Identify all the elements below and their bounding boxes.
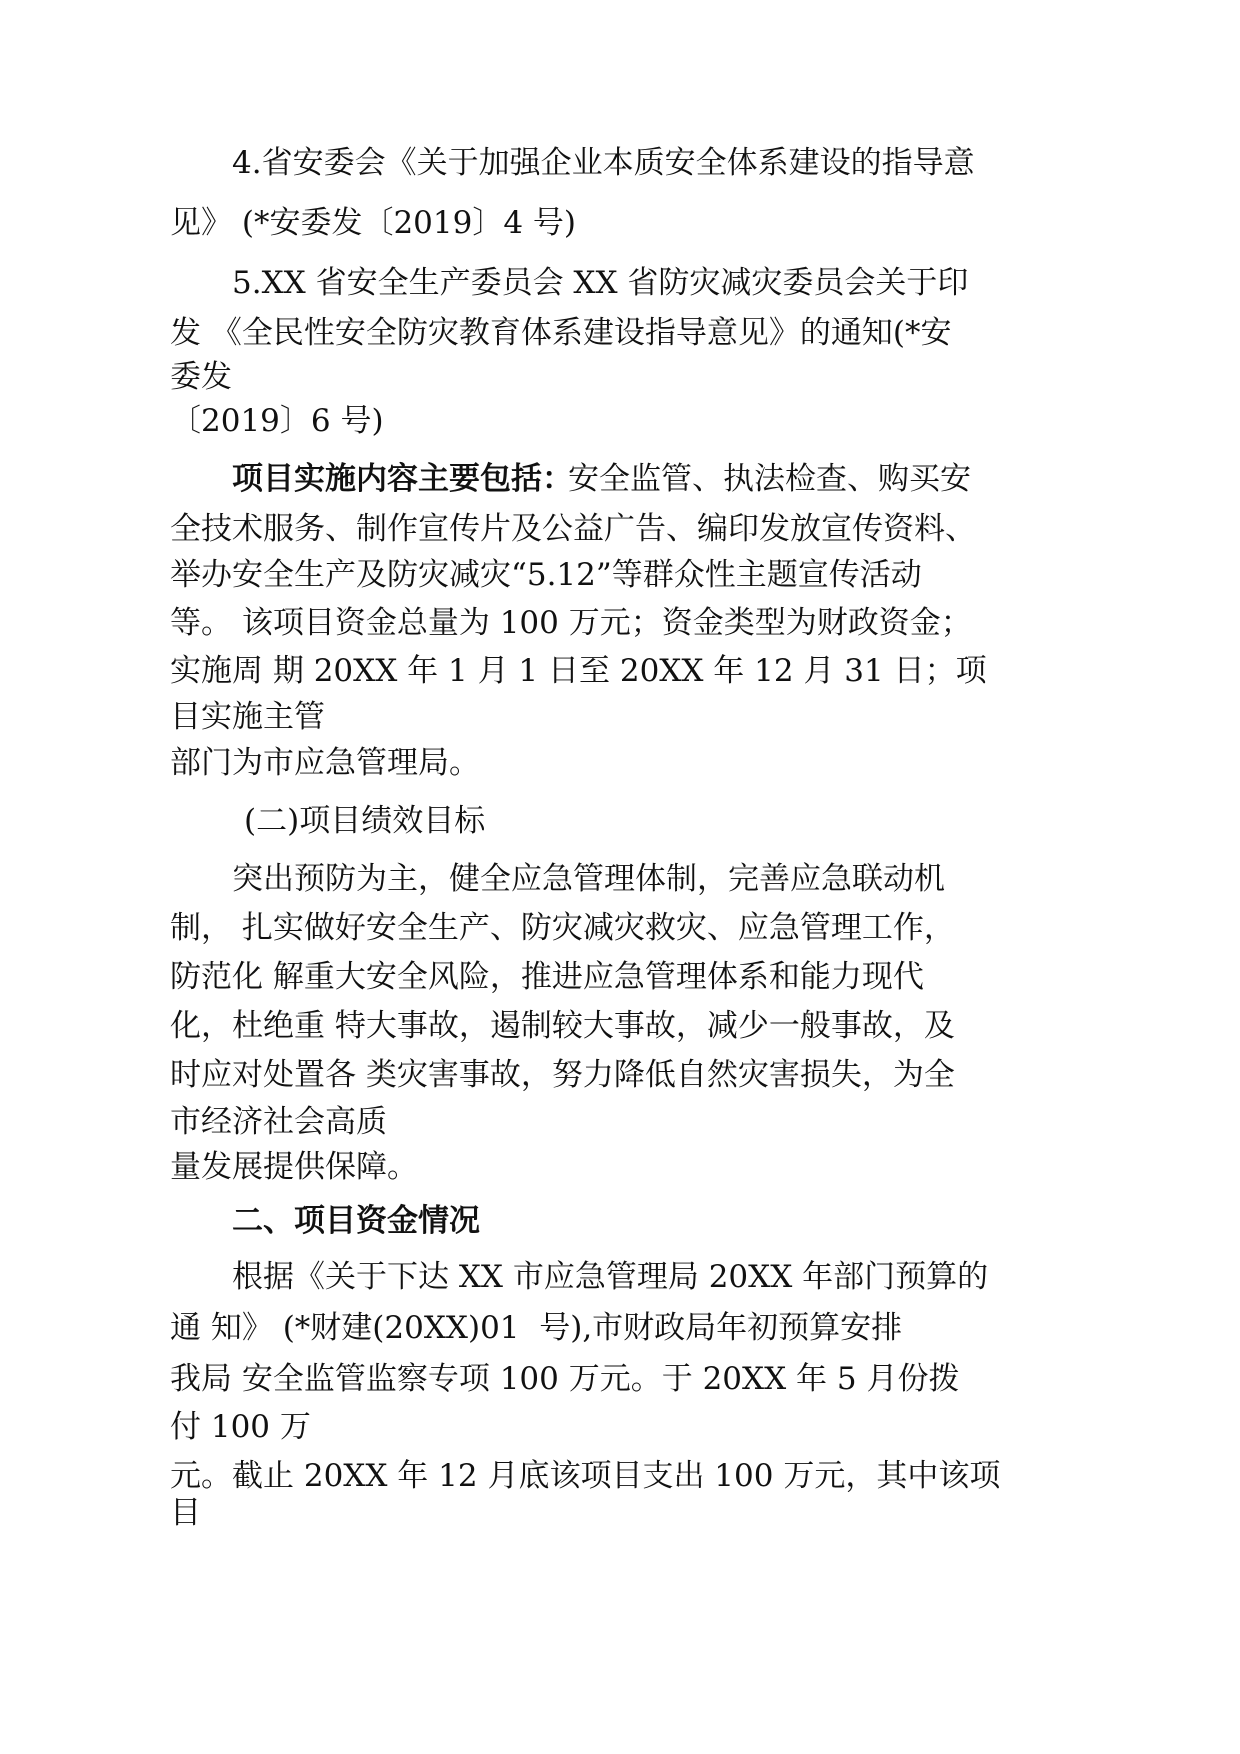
text-line: 市经济社会高质 [170, 1104, 387, 1140]
text-line: 目实施主管 [170, 699, 325, 735]
text-line: 见》 (*安委发〔2019〕4 号) [170, 205, 577, 241]
text-line: 实施周 期 20XX 年 1 月 1 日至 20XX 年 12 月 31 日；项 [170, 653, 987, 689]
text-line: 通 知》 (*财建(20XX)01 号),市财政局年初预算安排 [170, 1310, 903, 1346]
text-line: 化，杜绝重 特大事故，遏制较大事故，减少一般事故，及 [170, 1008, 955, 1044]
text-line: 元。截止 20XX 年 12 月底该项目支出 100 万元，其中该项 [170, 1458, 1001, 1494]
text-line: 发 《全民性安全防灾教育体系建设指导意见》的通知(*安 [170, 315, 952, 351]
text-line: 委发 [170, 359, 232, 395]
subsection-heading: (二)项目绩效目标 [244, 803, 486, 839]
text-line: 防范化 解重大安全风险，推进应急管理体系和能力现代 [170, 959, 924, 995]
text-line: 4.省安委会《关于加强企业本质安全体系建设的指导意 [232, 145, 975, 181]
text-line: 安全监管、执法检查、购买安 [568, 461, 971, 497]
text-line: 量发展提供保障。 [170, 1149, 418, 1185]
text-line: 时应对处置各 类灾害事故，努力降低自然灾害损失，为全 [170, 1057, 955, 1093]
text-line: 部门为市应急管理局。 [170, 745, 480, 781]
text-line: 举办安全生产及防灾减灾“5.12”等群众性主题宣传活动 [170, 557, 922, 593]
text-line: 全技术服务、制作宣传片及公益广告、编印发放宣传资料、 [170, 511, 976, 547]
text-line: 〔2019〕6 号) [170, 403, 384, 439]
text-line: 根据《关于下达 XX 市应急管理局 20XX 年部门预算的 [232, 1259, 989, 1295]
text-line: 目 [170, 1495, 201, 1531]
text-line: 制， 扎实做好安全生产、防灾减灾救灾、应急管理工作， [170, 910, 955, 946]
section-heading: 二、项目资金情况 [232, 1203, 480, 1239]
text-line: 付 100 万 [170, 1409, 311, 1445]
text-line: 等。 该项目资金总量为 100 万元；资金类型为财政资金； [170, 605, 972, 641]
text-line: 突出预防为主，健全应急管理体制，完善应急联动机 [232, 861, 945, 897]
text-line: 5.XX 省安全生产委员会 XX 省防灾减灾委员会关于印 [232, 265, 969, 301]
section-lead-label: 项目实施内容主要包括： [232, 461, 573, 497]
text-line: 我局 安全监管监察专项 100 万元。于 20XX 年 5 月份拨 [170, 1361, 960, 1397]
